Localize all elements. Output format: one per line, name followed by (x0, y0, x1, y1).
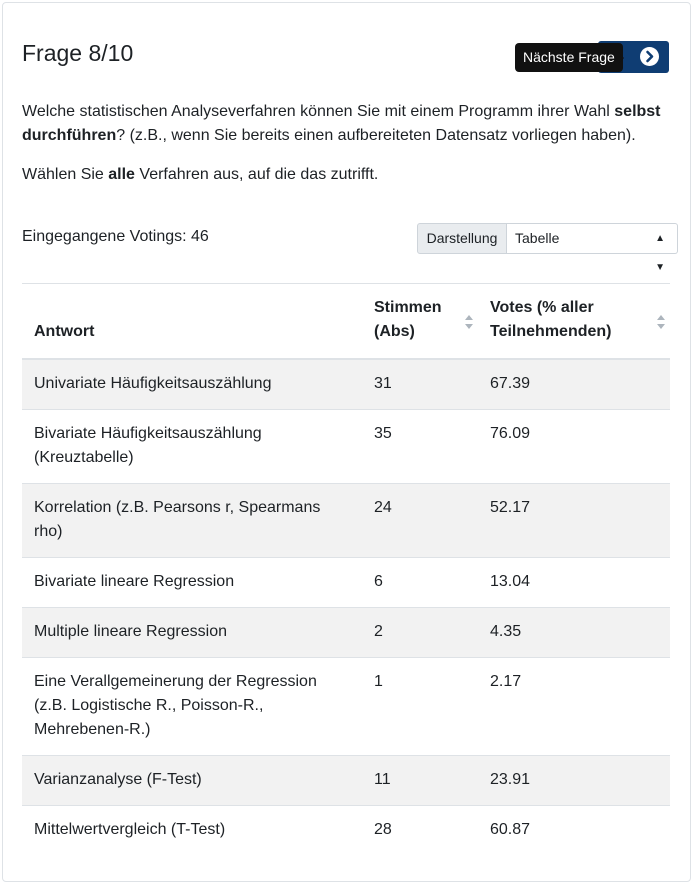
sort-icon (464, 314, 474, 330)
abs-cell: 2 (362, 608, 478, 658)
votes-count: Eingegangene Votings: 46 (22, 228, 209, 245)
abs-cell: 28 (362, 806, 478, 856)
sort-icon (656, 314, 666, 330)
table-row (22, 359, 670, 410)
answer-cell: Mittelwertvergleich (T-Test) (22, 806, 362, 856)
header-votes-pct[interactable] (478, 284, 670, 360)
table-row (22, 410, 670, 484)
answer-cell: Eine Verallgemeinerung der Regression (z.B. Logistische R., Poisson-R., Mehrebenen-R.) (22, 658, 362, 756)
abs-cell: 31 (362, 359, 478, 410)
display-group (417, 223, 678, 273)
table-row (22, 756, 670, 806)
instruction-part1: Wählen Sie (22, 166, 109, 183)
question-text-part1: Welche statistischen Analyseverfahren können Sie mit einem Programm ihrer Wahl (22, 103, 615, 120)
pct-cell: 2.17 (478, 658, 670, 756)
header-votes-abs-label: Stimmen (Abs) (374, 299, 442, 340)
header-votes-pct-label: Votes (% aller Teilnehmenden) (490, 299, 612, 340)
header-answer-label: Antwort (34, 323, 95, 340)
table-row (22, 658, 670, 756)
display-label: Darstellung (417, 223, 507, 254)
table-row (22, 608, 670, 658)
pct-cell: 76.09 (478, 410, 670, 484)
abs-cell: 24 (362, 484, 478, 558)
table-row (22, 558, 670, 608)
pct-cell: 60.87 (478, 806, 670, 856)
display-select-value: Tabelle (515, 230, 560, 246)
pct-cell: 4.35 (478, 608, 670, 658)
display-select[interactable] (507, 223, 678, 273)
answer-cell: Varianzanalyse (F-Test) (22, 756, 362, 806)
abs-cell: 35 (362, 410, 478, 484)
select-caret-icon: ▲ ▼ (655, 233, 665, 273)
answer-cell: Bivariate Häufigkeitsauszählung (Kreuztabelle) (22, 410, 362, 484)
table-header-row (22, 284, 670, 360)
abs-cell: 1 (362, 658, 478, 756)
question-text-part2: ? (z.B., wenn Sie bereits einen aufbereiteten Datensatz vorliegen haben). (116, 127, 636, 144)
answer-cell: Multiple lineare Regression (22, 608, 362, 658)
answer-cell: Univariate Häufigkeitsauszählung (22, 359, 362, 410)
pct-cell: 67.39 (478, 359, 670, 410)
header-votes-abs[interactable] (362, 284, 478, 360)
instruction-part2: Verfahren aus, auf die das zutrifft. (134, 166, 379, 183)
table-row (22, 484, 670, 558)
pct-cell: 52.17 (478, 484, 670, 558)
answer-cell: Bivariate lineare Regression (22, 558, 362, 608)
question-text (22, 100, 672, 148)
instruction-bold: alle (108, 166, 135, 183)
pct-cell: 13.04 (478, 558, 670, 608)
question-instruction (22, 163, 672, 187)
chevron-right-circle-icon (640, 47, 659, 66)
question-title: Frage 8/10 (22, 40, 134, 66)
header-answer[interactable] (22, 284, 362, 360)
results-table (22, 283, 670, 855)
next-question-tooltip: Nächste Frage (515, 43, 623, 72)
abs-cell: 11 (362, 756, 478, 806)
answer-cell: Korrelation (z.B. Pearsons r, Spearmans rho) (22, 484, 362, 558)
table-row (22, 806, 670, 856)
tooltip-arrow (618, 52, 624, 64)
pct-cell: 23.91 (478, 756, 670, 806)
abs-cell: 6 (362, 558, 478, 608)
question-text-bold: selbst durchführen (22, 103, 661, 144)
